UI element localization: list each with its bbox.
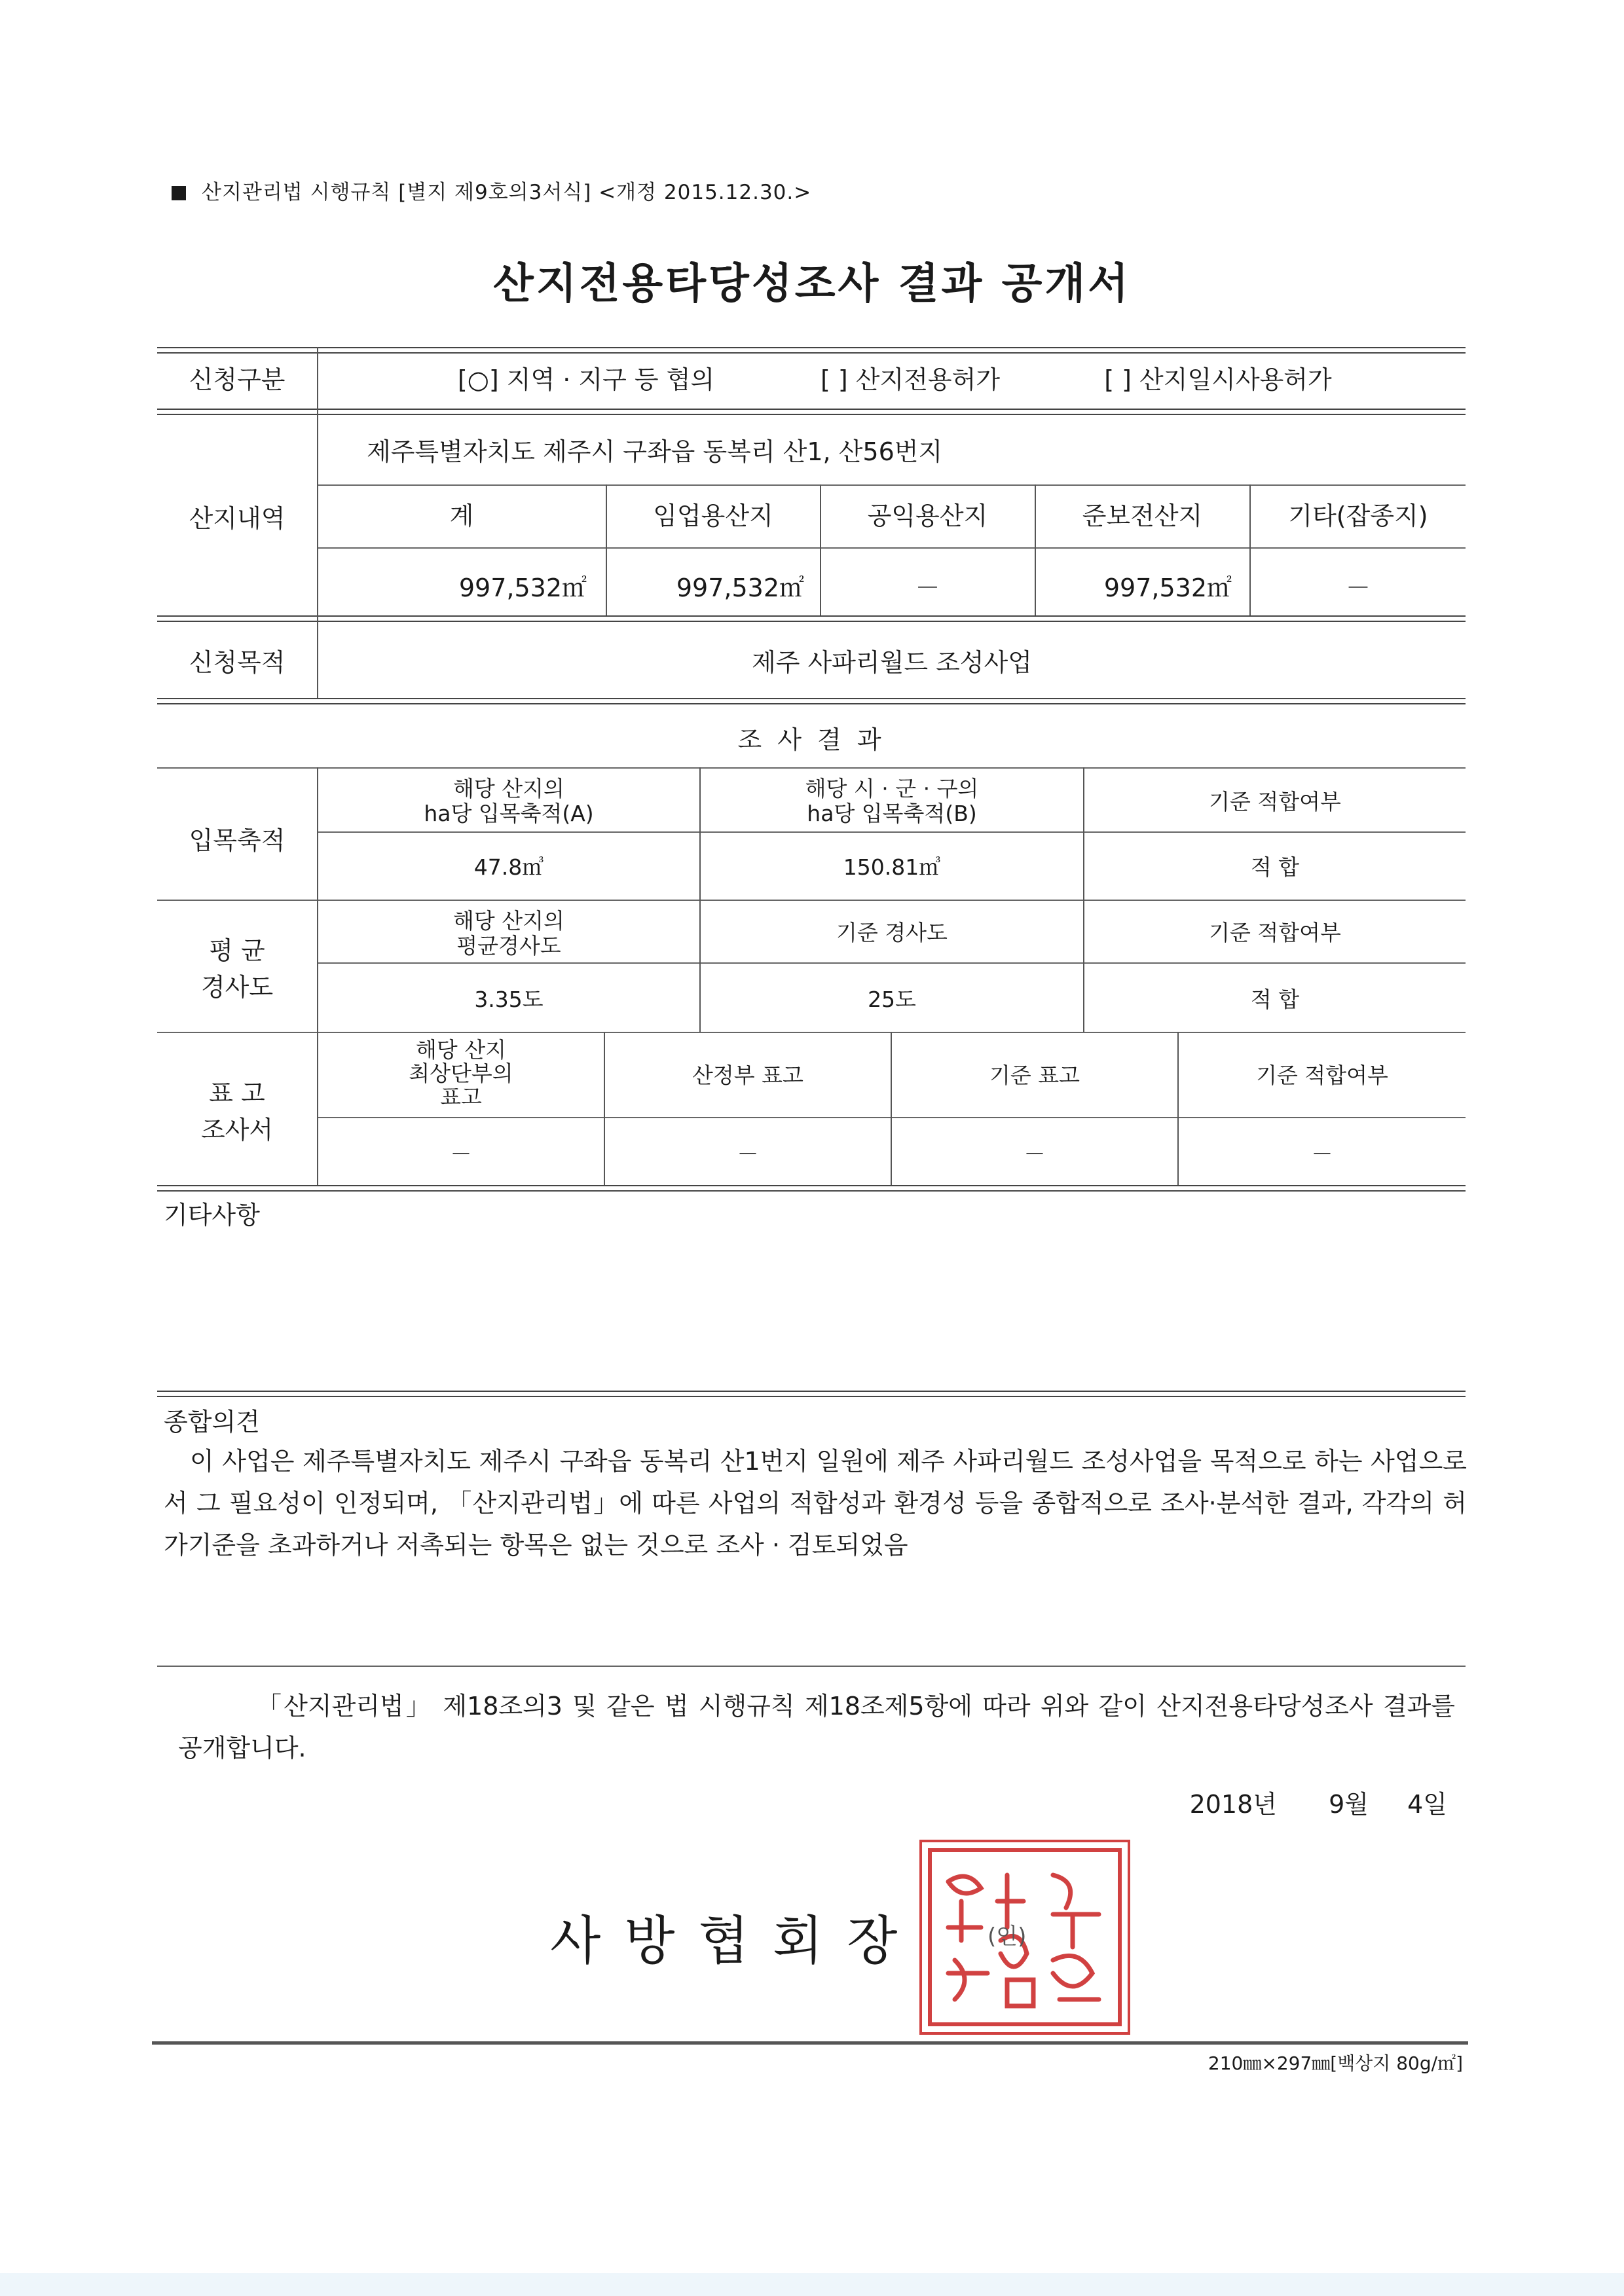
option-regional-consultation: [○] 지역 · 지구 등 협의 [457, 365, 715, 394]
header-slope-compliance: 기준 적합여부 [1209, 920, 1341, 945]
paper-spec: 210㎜×297㎜[백상지 80g/㎡] [1208, 2052, 1463, 2074]
header-other: 기타(잡종지) [1288, 501, 1428, 530]
header-elevation-compliance: 기준 적합여부 [1256, 1063, 1388, 1088]
header-total: 계 [449, 501, 474, 530]
forest-address: 제주특별자치도 제주시 구좌읍 동복리 산1, 산56번지 [367, 437, 943, 466]
header-standard-elevation: 기준 표고 [989, 1063, 1080, 1088]
value-district-volume: 150.81㎥ [843, 854, 941, 880]
avg-slope-label-line1: 평 균 [209, 936, 265, 965]
value-slope-compliance: 적 합 [1250, 987, 1300, 1012]
rule [318, 831, 1466, 833]
rule [157, 1185, 1466, 1192]
col-divider [317, 767, 318, 1185]
rule [318, 484, 1466, 486]
value-public-use: － [915, 574, 940, 602]
header-summit-elevation: 산정부 표고 [692, 1063, 803, 1088]
value-site-top-elevation: － [450, 1141, 472, 1167]
rule [157, 767, 1466, 769]
table-top-rule [157, 347, 1466, 354]
value-site-volume: 47.8㎥ [473, 854, 544, 880]
scan-edge [0, 2273, 1624, 2296]
header-semi-conservation: 준보전산지 [1082, 501, 1203, 530]
header-public-use: 공익용산지 [867, 501, 988, 530]
disclosure-statement: 「산지관리법」 제18조의3 및 같은 법 시행규칙 제18조제5항에 따라 위와 같이 산지전용타당성조사 결과를 공개합니다. [178, 1692, 1455, 1762]
signer-title: 사방협회장 [550, 1910, 921, 1971]
header-district-volume: 해당 시 · 군 · 구의 ha당 입목축적(B) [805, 776, 979, 826]
value-total: 997,532㎡ [458, 574, 587, 602]
rule [157, 900, 1466, 901]
application-type-label: 신청구분 [189, 365, 286, 394]
option-temporary-use-permit: [ ] 산지일시사용허가 [1104, 365, 1332, 394]
option-forest-conversion-permit: [ ] 산지전용허가 [820, 365, 1001, 394]
value-semi-conservation: 997,532㎡ [1103, 574, 1232, 602]
header-site-volume: 해당 산지의 ha당 입목축적(A) [424, 776, 594, 826]
rule [157, 409, 1466, 415]
overall-opinion-text: 이 사업은 제주특별자치도 제주시 구좌읍 동복리 산1번지 일원에 제주 사파리월드 조성사업을 목적으로 하는 사업으로서 그 필요성이 인정되며, 「산지관리법」에 따른 사업의 적합성과 환경성 등을 종합적으로 조사·분석한 결과, 각각의 허가기준을 초과하거나 저촉되는 항목은 없는 것으로 조사 · 검토되었음 [164, 1447, 1467, 1559]
other-notes-label: 기타사항 [164, 1201, 260, 1230]
value-summit-elevation: － [737, 1141, 759, 1167]
document-title: 산지전용타당성조사 결과 공개서 [492, 260, 1132, 308]
standing-volume-label: 입목축적 [189, 826, 286, 855]
header-forestry-use: 임업용산지 [653, 501, 773, 530]
square-bullet-icon [172, 186, 186, 200]
elevation-label-line1: 표 고 [209, 1079, 265, 1108]
rule [157, 698, 1466, 704]
value-other: － [1345, 574, 1371, 602]
elevation-label-line2: 조사서 [200, 1116, 274, 1144]
value-elevation-compliance: － [1311, 1141, 1333, 1167]
rule [318, 962, 1466, 964]
date-month: 9월 [1329, 1790, 1369, 1819]
rule [157, 1666, 1466, 1667]
purpose-label: 신청목적 [189, 648, 286, 677]
seal-mark: (인) [987, 1923, 1027, 1950]
value-standard-elevation: － [1024, 1141, 1046, 1167]
purpose-value: 제주 사파리월드 조성사업 [752, 648, 1032, 677]
header-site-top-elevation: 해당 산지 최상단부의 표고 [409, 1037, 513, 1110]
col-divider [317, 347, 318, 412]
rule [157, 1391, 1466, 1397]
avg-slope-label-line2: 경사도 [200, 973, 274, 1002]
header-site-slope: 해당 산지의 평균경사도 [453, 908, 564, 958]
date-day: 4일 [1407, 1790, 1447, 1819]
results-section-title: 조 사 결 과 [737, 725, 885, 754]
value-volume-compliance: 적 합 [1250, 854, 1300, 880]
rule [157, 1032, 1466, 1033]
forest-details-label: 산지내역 [189, 504, 286, 533]
form-reference-note: 산지관리법 시행규칙 [별지 제9호의3서식] <개정 2015.12.30.> [172, 175, 811, 205]
rule [318, 547, 1466, 549]
footer-rule [152, 2041, 1468, 2045]
header-volume-compliance: 기준 적합여부 [1209, 789, 1341, 814]
value-standard-slope: 25도 [868, 987, 916, 1012]
date-year: 2018년 [1189, 1790, 1277, 1819]
header-standard-slope: 기준 경사도 [836, 920, 948, 945]
value-site-slope: 3.35도 [474, 987, 544, 1012]
value-forestry-use: 997,532㎡ [676, 574, 804, 602]
rule [157, 615, 1466, 622]
overall-opinion-label: 종합의견 [164, 1408, 260, 1436]
